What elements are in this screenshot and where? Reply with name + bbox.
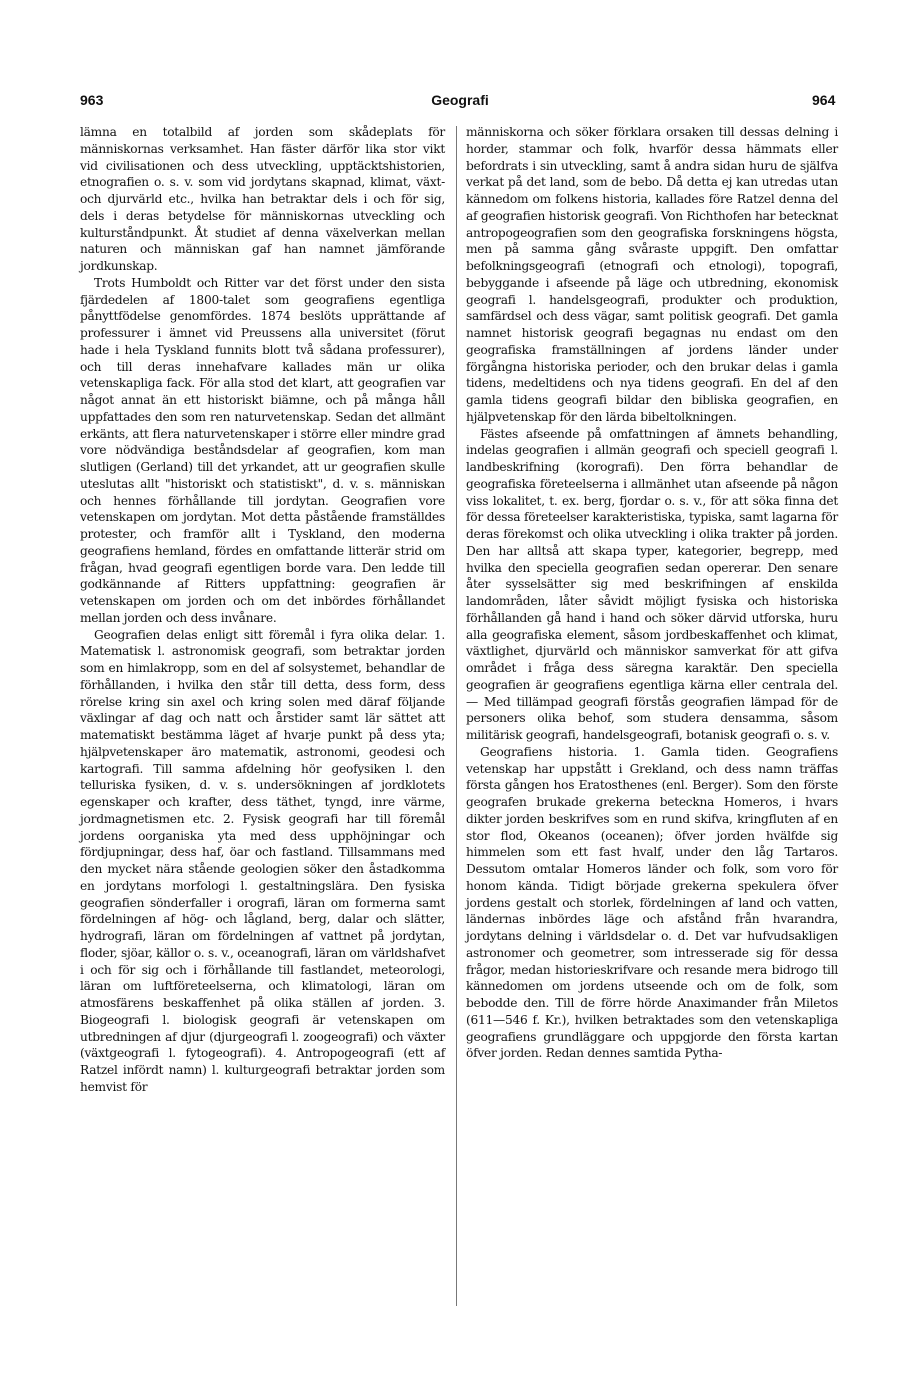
page-number-right: 964	[812, 92, 836, 108]
left-column	[80, 124, 445, 1096]
running-header-title: Geografi	[431, 92, 489, 108]
paragraph: människorna och söker förklara orsaken till dessas delning i horder, stammar och folk, hvarför dessa hämmats eller befordrats i sin utveckling, samt å andra sidan huru de själfva verkat på det land, som de bebo. Då detta ej kan utredas utan kännedom om folkens historia, kallades före Ratzel denna del af geografien historisk geografi. Von Richthofen har betecknat antropogeografien som den geografiska forskningens högsta, men på samma gång svåraste uppgift. Den omfattar befolkningsgeografi (etnografi och etnologi), topografi, bebyggande i afseende på läge och utbredning, ekonomisk geografi l. handelsgeografi, produkter och produktion, samfärdsel och dess vägar, samt politisk geografi. Det gamla namnet historisk geografi begagnas nu endast om den geografiska framställningen af jordens länder under förgångna historiska perioder, och den brukar delas i gamla tidens, medeltidens och nya tidens geografi. En del af den gamla tidens geografi bildar den bibliska geografien, en hjälpvetenskap för den lärda bibeltolkningen.	[466, 125, 838, 424]
column-divider	[456, 126, 457, 1306]
page-number-left: 963	[80, 92, 104, 108]
paragraph: Geografien delas enligt sitt föremål i fyra olika delar. 1. Matematisk l. astronomisk geografi, som betraktar jorden som en himlakropp, som en del af solsystemet, behandlar de förhållanden, i hvilka den står till detta, dess form, dess rörelse kring sin axel och kring solen med däraf följande växlingar af dag och natt och årstider samt lär sättet att matematiskt bestämma läget af hvarje punkt på dess yta; hjälpvetenskaper äro matematik, astronomi, geodesi och kartografi. Till samma afdelning hör geofysiken l. den telluriska fysiken, d. v. s. undersökningen af jordklotets egenskaper och krafter, dess täthet, tyngd, inre värme, jordmagnetismen etc. 2. Fysisk geografi har till föremål jordens oorganiska yta med dess upphöjningar och fördjupningar, dess haf, öar och fastland. Tillsammans med den mycket nära stående geologien söker den åstadkomma en jordytans morfologi l. gestaltningslära. Den fysiska geografien sönderfaller i orografi, läran om formerna samt fördelningen af hög- och lågland, berg, dalar och slätter, hydrografi, läran om fördelningen af vattnet på jordytan, floder, sjöar, källor o. s. v., oceanografi, läran om världshafvet i och för sig och i förhållande till fastlandet, meteorologi, läran om luftföreteelserna, och klimatologi, läran om atmosfärens beskaffenhet på olika ställen af jorden. 3. Biogeografi l. biologisk geografi är vetenskapen om utbredningen af djur (djurgeografi l. zoogeografi) och växter (växtgeografi l. fytogeografi). 4. Antropogeografi (ett af Ratzel infördt namn) l. kulturgeografi betraktar jorden som hemvist för	[80, 627, 445, 1094]
paragraph: Fästes afseende på omfattningen af ämnets behandling, indelas geografien i allmän geografi och speciell geografi l. landbeskrifning (korografi). Den förra behandlar de geografiska företeelserna i allmänhet utan afseende på någon viss lokalitet, t. ex. berg, fjordar o. s. v., för att söka finna det för dessa företeelser karakteristiska, typiska, samt lagarna för deras förekomst och olika utveckling i olika trakter på jorden. Den har alltså att skapa typer, kategorier, begrepp, med hvilka den speciella geografien sedan opererar. Den senare åter sysselsätter sig med beskrifningen af enskilda landområden, låter såvidt möjligt fysiska och historiska förhållanden gå hand i hand och söker därvid utforska, huru alla geografiska element, såsom jordbeskaffenhet och klimat, växtlighet, djurvärld och människor samverkat för att gifva området i fråga dess säregna karaktär. Den speciella geografien är geografiens egentliga kärna eller centrala del. — Med tillämpad geografi förstås geografien lämpad för de personers olika behof, som studera densamma, såsom militärisk geografi, handelsgeografi, botanisk geografi o. s. v.	[466, 426, 838, 742]
paragraph: lämna en totalbild af jorden som skådeplats för människornas verksamhet. Han fäster därför lika stor vikt vid civilisationen och dess utveckling, upptäcktshistorien, etnografien o. s. v. som vid jordytans skapnad, klimat, växt- och djurvärld etc., hvilka han betraktar dels i och för sig, dels i deras betydelse för människornas utveckling och kulturståndpunkt. Åt studiet af denna växelverkan mellan naturen och människan gaf han namnet jämförande jordkunskap.	[80, 125, 445, 273]
paragraph: Trots Humboldt och Ritter var det först under den sista fjärdedelen af 1800-talet som geografiens egentliga pånyttfödelse genomfördes. 1874 beslöts upprättande af professurer i ämnet vid Preussens alla universitet (förut hade i hela Tyskland funnits blott två sådana professurer), och till deras innehafvare kallades män ur olika vetenskapliga fack. För alla stod det klart, att geografien var något annat än ett historiskt biämne, och på många håll uppfattades den som ren naturvetenskap. Sedan det allmänt erkänts, att flera naturvetenskaper i större eller mindre grad vore nödvändiga beståndsdelar af geografien, kom man slutligen (Gerland) till det yrkandet, att ur geografien skulle uteslutas allt "historiskt och statistiskt", d. v. s. människan och hennes förhållande till jordytan. Geografien vore vetenskapen om jordytan. Mot detta påstående framställdes protester, och framför allt i Tyskland, den moderna geografiens hemland, fördes en omfattande litterär strid om frågan, hvad geografi egentligen borde vara. Den ledde till godkännande af Ritters uppfattning: geografien är vetenskapen om jorden och om det inbördes förhållandet mellan jorden och dess invånare.	[80, 275, 445, 625]
paragraph: Geografiens historia. 1. Gamla tiden. Geografiens vetenskap har uppstått i Grekland, och dess namn träffas första gången hos Eratosthenes (enl. Berger). Som den förste geografen brukade grekerna beteckna Homeros, i hvars dikter jorden beskrifves som en rund skifva, kringfluten af en stor flod, Okeanos (oceanen); öfver jorden hvälfde sig himmelen som ett fast hvalf, under den låg Tartaros. Dessutom omtalar Homeros länder och folk, som voro för honom kända. Tidigt började grekerna spekulera öfver jordens gestalt och storlek, fördelningen af land och vatten, ländernas inbördes läge och afstånd från hvarandra, jordytans delning i världsdelar o. d. Det var hufvudsakligen astronomer och geometrer, som intresserade sig för dessa frågor, medan historieskrifvare och resande mera bidrogo till kännedomen om jordens utseende och om de folk, som bebodde den. Till de förre hörde Anaximander från Miletos (611—546 f. Kr.), hvilken betraktades som den vetenskapliga geografiens grundläggare och uppgjorde den första kartan öfver jorden. Redan dennes samtida Pytha-	[466, 744, 838, 1061]
right-column	[466, 124, 838, 1062]
